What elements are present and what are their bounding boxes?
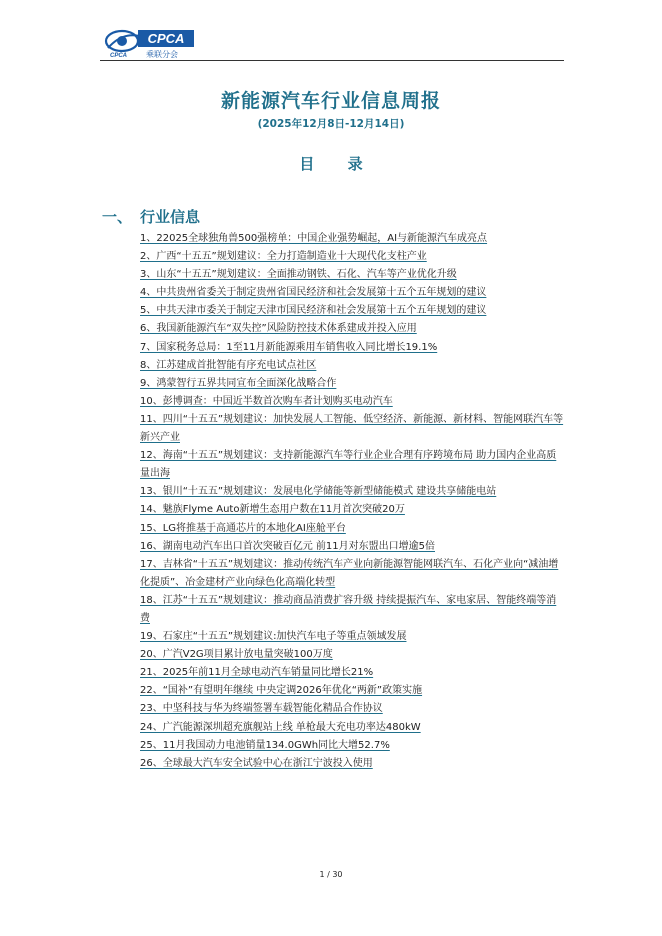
toc-link-3[interactable]: 3、山东“十五五”规划建议：全面推动钢铁、石化、汽车等产业优化升级 <box>140 269 457 281</box>
toc-item <box>140 737 564 755</box>
toc-item <box>140 628 564 646</box>
toc-item <box>140 501 564 519</box>
toc-link-23[interactable]: 23、中坚科技与华为终端签署车载智能化精品合作协议 <box>140 703 383 715</box>
toc-item <box>140 719 564 737</box>
logo-small-text: CPCA <box>110 53 128 59</box>
logo-subtext: 乘联分会 <box>146 50 178 59</box>
toc-link-8[interactable]: 8、江苏建成首批智能有序充电试点社区 <box>140 359 317 371</box>
toc-link-5[interactable]: 5、中共天津市委关于制定天津市国民经济和社会发展第十五个五年规划的建议 <box>140 305 487 317</box>
toc-item <box>140 556 564 592</box>
toc-link-18[interactable]: 18、江苏“十五五”规划建议：推动商品消费扩容升级 持续提振汽车、家电家居、智能终端等消费 <box>140 594 557 624</box>
toc-item <box>140 664 564 682</box>
toc-link-16[interactable]: 16、湖南电动汽车出口首次突破百亿元 前11月对东盟出口增逾5倍 <box>140 540 435 552</box>
toc-item <box>140 320 564 338</box>
toc-link-17[interactable]: 17、吉林省“十五五”规划建议：推动传统汽车产业向新能源智能网联汽车、石化产业向“减油增化提质”、冶金建材产业向绿色化高端化转型 <box>140 558 559 588</box>
document-title: 新能源汽车行业信息周报 <box>220 90 441 112</box>
toc-link-9[interactable]: 9、鸿蒙智行五界共同宣布全面深化战略合作 <box>140 377 337 389</box>
toc-link-10[interactable]: 10、彭博调查：中国近半数首次购车者计划购买电动汽车 <box>140 395 393 407</box>
page-number: 1 / 30 <box>319 870 343 879</box>
header-divider <box>100 60 564 61</box>
toc-link-21[interactable]: 21、2025年前11月全球电动汽车销量同比增长21% <box>140 667 374 679</box>
toc-item <box>140 266 564 284</box>
toc-link-25[interactable]: 25、11月我国动力电池销量134.0GWh同比大增52.7% <box>140 739 390 751</box>
section-number: 一、 <box>102 208 133 226</box>
toc-link-22[interactable]: 22、“国补”有望明年继续 中央定调2026年优化“两新”政策实施 <box>140 685 423 697</box>
toc-item <box>140 700 564 718</box>
toc-item <box>140 646 564 664</box>
toc-item <box>140 520 564 538</box>
toc-item <box>140 592 564 628</box>
toc-item <box>140 411 564 447</box>
page-header <box>0 0 662 64</box>
toc-link-20[interactable]: 20、广汽V2G项目累计放电量突破100万度 <box>140 649 333 661</box>
toc-item <box>140 483 564 501</box>
toc-link-6[interactable]: 6、我国新能源汽车“双失控”风险防控技术体系建成并投入应用 <box>140 323 417 335</box>
toc-item <box>140 302 564 320</box>
toc-item <box>140 447 564 483</box>
toc-item <box>140 538 564 556</box>
toc-item <box>140 248 564 266</box>
toc-link-24[interactable]: 24、广汽能源深圳超充旗舰站上线 单枪最大充电功率达480kW <box>140 721 421 733</box>
section-label: 行业信息 <box>140 208 201 226</box>
toc-item <box>140 230 564 248</box>
toc-item <box>140 375 564 393</box>
toc-link-12[interactable]: 12、海南“十五五”规划建议：支持新能源汽车等行业企业合理有序跨境布局 助力国内企业高质量出海 <box>140 450 557 480</box>
toc-link-19[interactable]: 19、石家庄“十五五”规划建议:加快汽车电子等重点领域发展 <box>140 631 407 643</box>
logo-text: CPCA <box>147 31 185 46</box>
toc-heading: 目 录 <box>299 155 377 173</box>
toc-item <box>140 755 564 773</box>
toc-item <box>140 339 564 357</box>
toc-link-15[interactable]: 15、LG将推基于高通芯片的本地化AI座舱平台 <box>140 522 346 534</box>
toc-item <box>140 284 564 302</box>
toc-link-11[interactable]: 11、四川“十五五”规划建议：加快发展人工智能、低空经济、新能源、新材料、智能网联汽车等新兴产业 <box>140 413 564 444</box>
toc-link-4[interactable]: 4、中共贵州省委关于制定贵州省国民经济和社会发展第十五个五年规划的建议 <box>140 287 487 299</box>
cpca-logo <box>100 26 200 60</box>
date-range: (2025年12月8日-12月14日) <box>257 118 405 130</box>
toc-link-26[interactable]: 26、全球最大汽车安全试验中心在浙江宁波投入使用 <box>140 757 373 769</box>
toc-link-7[interactable]: 7、国家税务总局：1至11月新能源乘用车销售收入同比增长19.1% <box>140 341 438 353</box>
toc-item <box>140 357 564 375</box>
toc-link-13[interactable]: 13、银川“十五五”规划建议：发展电化学储能等新型储能模式 建设共享储能电站 <box>140 486 497 498</box>
toc-link-1[interactable]: 1、22025全球独角兽500强榜单：中国企业强势崛起，AI与新能源汽车成亮点 <box>140 233 488 244</box>
toc-list <box>140 230 564 773</box>
toc-link-2[interactable]: 2、广西“十五五”规划建议：全力打造制造业十大现代化支柱产业 <box>140 251 427 263</box>
toc-item <box>140 393 564 411</box>
toc-item <box>140 682 564 700</box>
toc-link-14[interactable]: 14、魅族Flyme Auto新增生态用户数在11月首次突破20万 <box>140 504 405 516</box>
section-title <box>102 206 200 227</box>
